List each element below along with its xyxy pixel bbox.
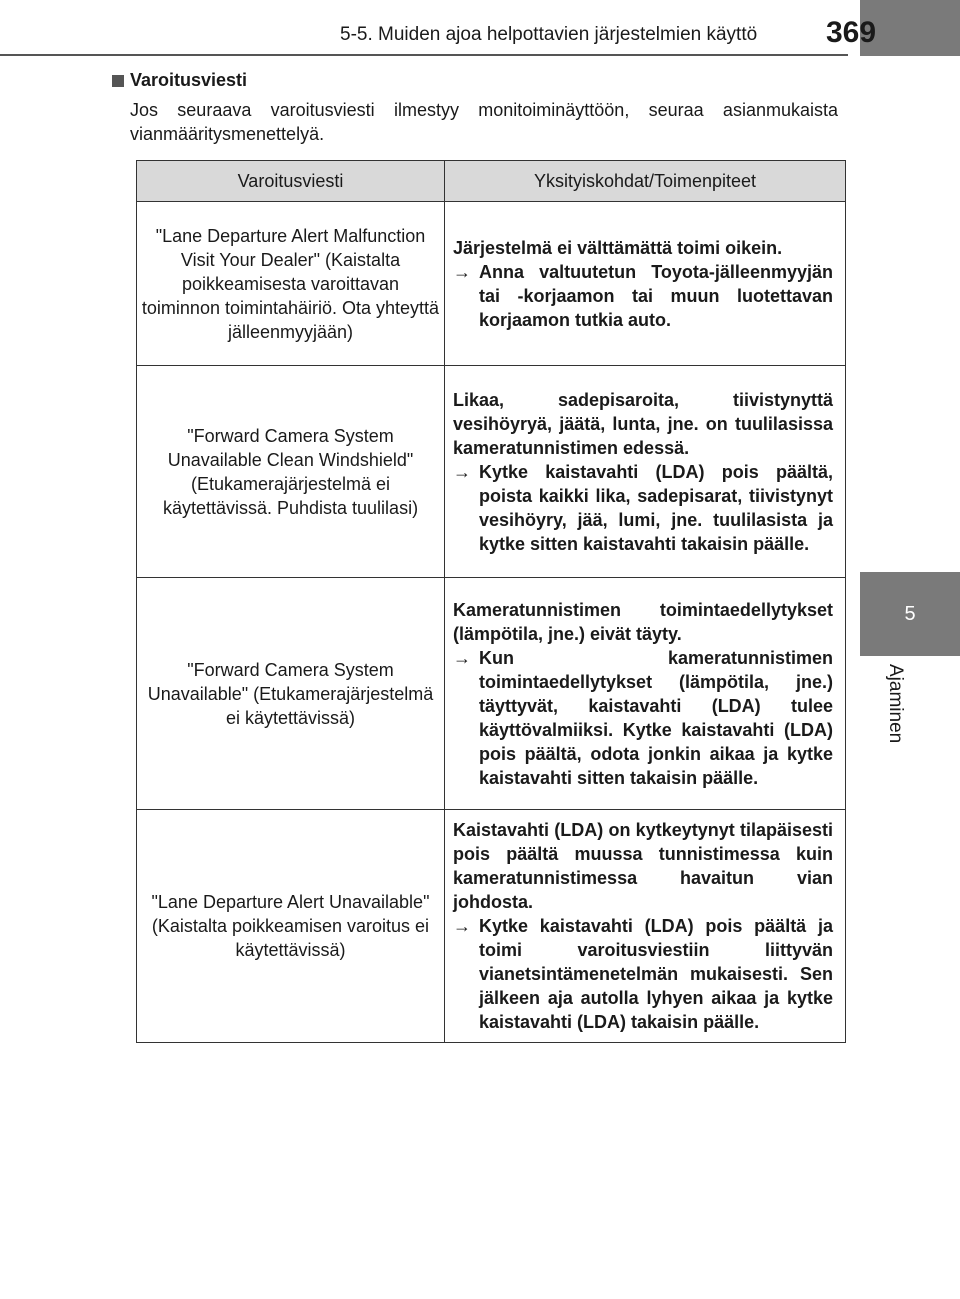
action-text: Kytke kaistavahti (LDA) pois päältä ja toimi varoitusviestiin liittyvän vianetsintämenetelmän mukaisesti. Sen jälkeen aja autolla lyhyen aikaa ja kytke kaistavahti (LDA) takaisin päälle. <box>479 916 833 1032</box>
details-cell <box>445 366 846 578</box>
square-bullet-icon <box>112 75 124 87</box>
action-text: Kun kameratunnistimen toimintaedellytykset (lämpötila, jne.) täyttyvät, kaistavahti (LDA) tulee käyttövalmiiksi. Kytke kaistavahti (LDA) pois päältä, odota jonkin aikaa ja kytke kaistavahti sitten takaisin päälle. <box>479 647 833 788</box>
section-heading <box>112 70 247 91</box>
chapter-number: 5 <box>904 602 916 625</box>
warning-message-cell: "Lane Departure Alert Unavailable" (Kaistalta poikkeamisen varoitus ei käytettävissä) <box>137 810 445 1043</box>
action-step <box>453 260 833 332</box>
table-row <box>137 578 846 810</box>
detail-text: Kaistavahti (LDA) on kytkeytynyt tilapäisesti pois päältä muussa tunnistimessa kuin kameratunnistimessa havaitun vian johdosta. <box>453 820 833 912</box>
column-header-details: Yksityiskohdat/Toimenpiteet <box>445 161 846 202</box>
intro-paragraph: Jos seuraava varoitusviesti ilmestyy monitoiminäyttöön, seuraa asianmukaista vianmääritysmenettelyä. <box>130 100 838 144</box>
section-title: Varoitusviesti <box>130 70 248 90</box>
detail-text: Likaa, sadepisaroita, tiivistynyttä vesihöyryä, jäätä, lunta, jne. on tuulilasissa kameratunnistimen edessä. <box>453 389 833 458</box>
column-header-message: Varoitusviesti <box>137 161 445 202</box>
detail-text: Järjestelmä ei välttämättä toimi oikein. <box>453 237 783 258</box>
action-step <box>453 646 833 790</box>
table-row <box>137 366 846 578</box>
chapter-label: Ajaminen <box>885 664 906 744</box>
details-cell <box>445 202 846 366</box>
warning-message-cell: "Forward Camera System Unavailable Clean Windshield" (Etukamerajärjestelmä ei käytettävissä. Puhdista tuulilasi) <box>137 366 445 578</box>
header-divider <box>0 54 848 56</box>
arrow-right-icon: → <box>453 261 471 282</box>
chapter-tab <box>860 572 960 656</box>
page-number: 369 <box>826 16 877 49</box>
detail-text: Kameratunnistimen toimintaedellytykset (lämpötila, jne.) eivät täyty. <box>453 599 833 644</box>
table-row <box>137 810 846 1043</box>
details-cell <box>445 810 846 1043</box>
details-cell <box>445 578 846 810</box>
action-step <box>453 460 833 556</box>
arrow-right-icon: → <box>453 461 471 482</box>
warning-message-cell: "Lane Departure Alert Malfunction Visit Your Dealer" (Kaistalta poikkeamisesta varoittavan toiminnon toimintahäiriö. Ota yhteyttä jälleenmyyjään) <box>137 202 445 366</box>
header-title: 5-5. Muiden ajoa helpottavien järjestelmien käyttö <box>340 24 758 45</box>
arrow-right-icon: → <box>453 647 471 668</box>
action-text: Kytke kaistavahti (LDA) pois päältä, poista kaikki lika, sadepisarat, tiivistynyt vesihöyry, jää, lumi, jne. tuulilasista ja kytke sitten kaistavahti takaisin päälle. <box>479 461 833 554</box>
table-row <box>137 202 846 366</box>
warning-message-table <box>136 160 846 1043</box>
action-step <box>453 914 833 1034</box>
action-text: Anna valtuutetun Toyota-jälleenmyyjän tai -korjaamon tai muun luotettavan korjaamon tutkia auto. <box>479 261 833 330</box>
table-header-row <box>137 161 846 202</box>
arrow-right-icon: → <box>453 916 471 936</box>
warning-message-cell: "Forward Camera System Unavailable" (Etukamerajärjestelmä ei käytettävissä) <box>137 578 445 810</box>
